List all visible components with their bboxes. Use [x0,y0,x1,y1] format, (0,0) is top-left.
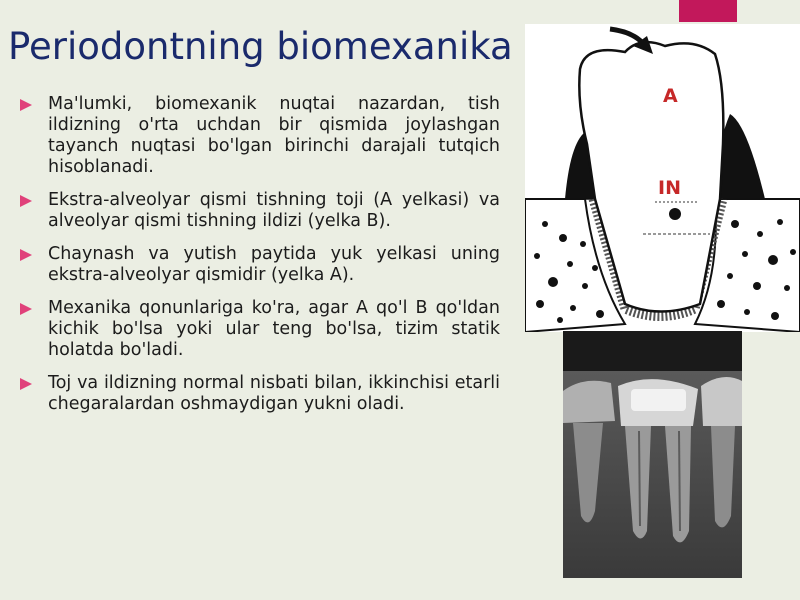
triangle-bullet-icon [20,249,32,261]
slide-title: Periodontning biomexanika [8,25,513,68]
bullet-text: Ekstra-alveolyar qismi tishning toji (A yelkasi) va alveolyar qismi tishning ildizi (yelka B). [48,190,500,231]
bullet-item [18,94,500,178]
label-a: A [663,85,678,107]
triangle-bullet-icon [20,378,32,390]
bullet-item [18,373,500,415]
dental-xray-image [563,331,742,578]
xray-drawing [563,331,742,578]
tooth-diagram [525,24,800,332]
bullet-text: Chaynash va yutish paytida yuk yelkasi uning ekstra-alveolyar qismidir (yelka A). [48,244,500,285]
triangle-bullet-icon [20,99,32,111]
bullet-text: Mexanika qonunlariga ko'ra, agar A qo'l B qo'ldan kichik bo'lsa yoki ular teng bo'lsa, tizim statik holatda bo'ladi. [48,298,500,360]
triangle-bullet-icon [20,195,32,207]
bullet-item [18,244,500,286]
bullet-text: Ma'lumki, biomexanik nuqtai nazardan, tish ildizning o'rta uchdan bir qismida joylashgan tayanch nuqtasi bo'lgan birinchi darajali tutqich hisoblanadi. [48,94,500,177]
bullet-text: Toj va ildizning normal nisbati bilan, ikkinchisi etarli chegaralardan oshmaydigan yukni oladi. [48,373,500,414]
accent-bar [679,0,737,22]
label-in: IN [658,177,681,199]
bullet-list [18,94,500,427]
bullet-item [18,190,500,232]
triangle-bullet-icon [20,303,32,315]
tooth-diagram-drawing [525,24,800,332]
bullet-item [18,298,500,361]
